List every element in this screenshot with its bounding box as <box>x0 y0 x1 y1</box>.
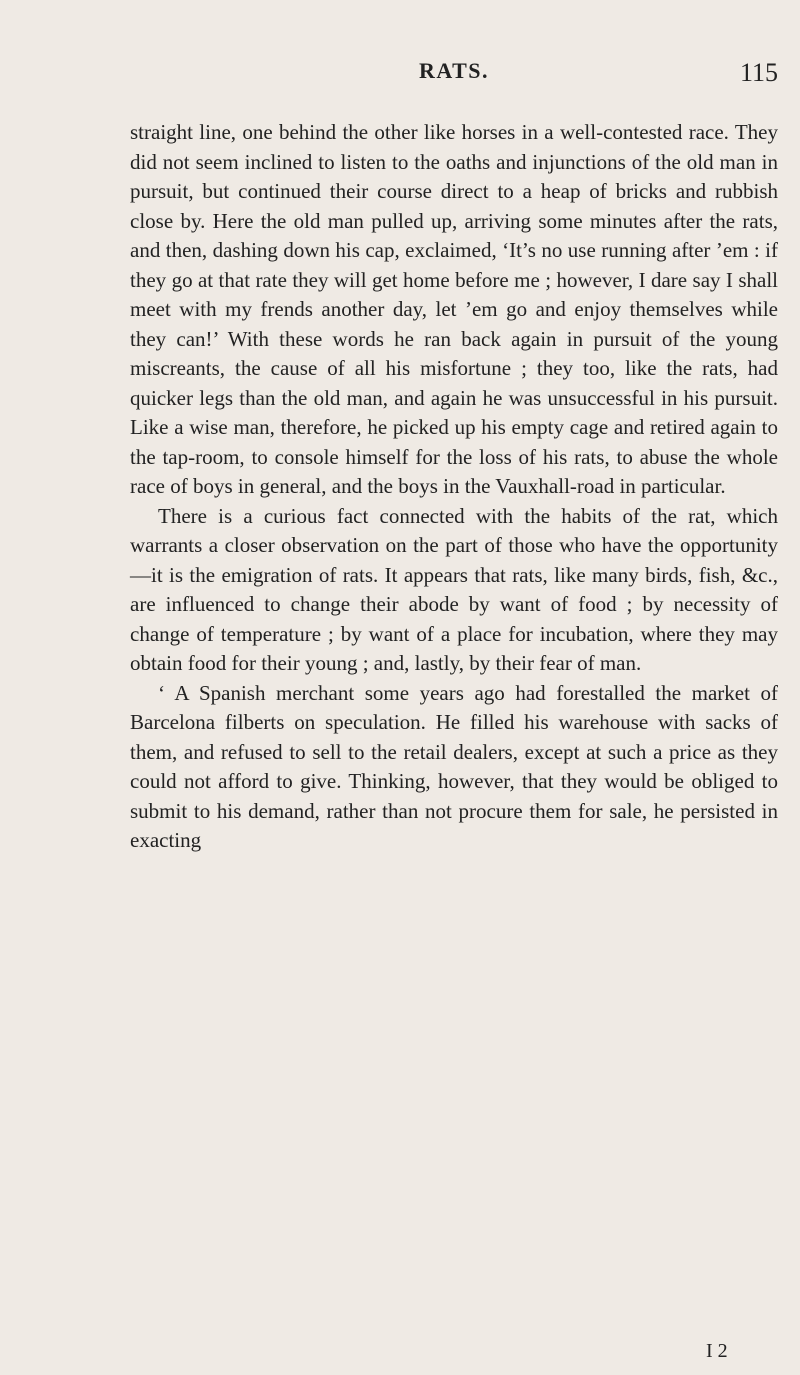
running-title: RATS. <box>418 58 490 83</box>
paragraph-emigration: There is a curious fact connected with the habits of the rat, which warrants a closer observation on the part of those who have the opportunity—it is the emigration of rats. It appears that rats, like many birds, fish, &c., are influenced to change their abode by want of food ; by necessity of change of temperature ; by want of a place for incubation, where they may obtain food for their young ; and, lastly, by their fear of man. <box>130 503 778 675</box>
body-text <box>130 118 778 856</box>
signature-mark: I 2 <box>706 1340 728 1362</box>
paragraph-continuation: straight line, one behind the other like horses in a well-contested race. They did not seem inclined to listen to the oaths and injunctions of the old man in pursuit, but continued their course direct to a heap of bricks and rubbish close by. Here the old man pulled up, arriving some minutes after the rats, and then, dashing down his cap, exclaimed, ‘It’s no use running after ’em : if they go at that rate they will get home before me ; however, I dare say I shall meet with my frends another day, let ’em go and enjoy themselves while they can!’ With these words he ran back again in pursuit of the young miscreants, the cause of all his misfortune ; they too, like the rats, had quicker legs than the old man, and again he was unsuccessful in his pursuit. Like a wise man, therefore, he picked up his empty cage and retired again to the tap-room, to console himself for the loss of his rats, to abuse the whole race of boys in general, and the boys in the Vauxhall-road in particular. <box>130 120 778 498</box>
paragraph-spanish-merchant: ‘ A Spanish merchant some years ago had forestalled the market of Barcelona filberts on speculation. He filled his warehouse with sacks of them, and refused to sell to the retail dealers, except at such a price as they could not afford to give. Thinking, however, that they would be obliged to submit to his demand, rather than not procure them for sale, he persisted in exacting <box>130 680 778 852</box>
page-number: 115 <box>739 58 778 87</box>
running-head <box>130 58 778 90</box>
